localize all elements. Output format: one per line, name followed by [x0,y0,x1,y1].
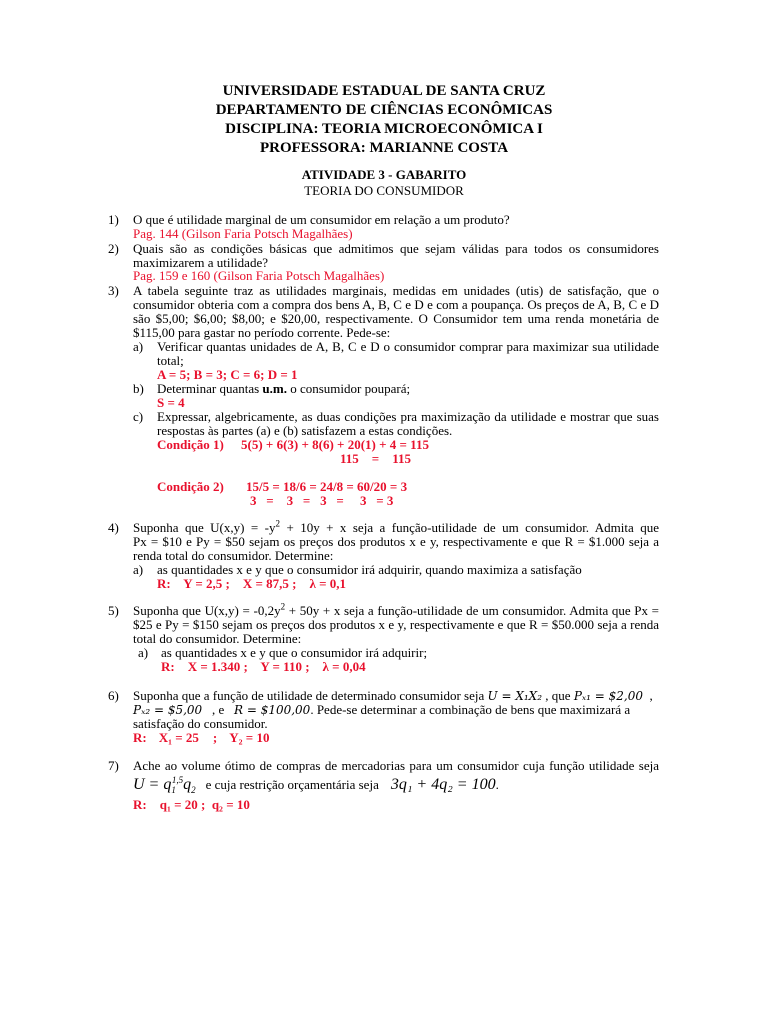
question-4a-label: a) [133,562,144,577]
question-3b-text: Determinar quantas u.m. o consumidor poupará; [157,381,411,396]
department-name: DEPARTAMENTO DE CIÊNCIAS ECONÔMICAS [215,102,553,118]
price-x1-equation: Pₓ₁ = $2,00 [573,689,643,703]
condition-2-equation: 15/5 = 18/6 = 24/8 = 60/20 = 3 [246,479,408,494]
question-5-line-1: Suponha que $U(x,y) = -0,2y^2 + 50y + x$ seja a função-utilidade de um consumidor. Admita que Px = [133,601,660,618]
question-6-answer: R: X₁ = 25 ; Y₂ = 10 [133,730,270,745]
activity-subtitle: TEORIA DO CONSUMIDOR [304,183,464,198]
question-3-line-1: A tabela seguinte traz as utilidades marginais, medidas em unidades (utis) de satisfação, que o [133,283,659,298]
condition-1-equation: 5(5) + 6(3) + 8(6) + 20(1) + 4 = 115 [241,437,429,452]
question-2-number: 2) [108,241,119,256]
budget-constraint-equation: 3q₁ + 4q₂ = 100 [390,776,496,793]
question-2-line-1: Quais são as condições básicas que admitimos que sejam válidas para todos os consumidores [133,241,659,256]
condition-2-result: 3 = 3 = 3 = 3 = 3 [250,493,394,508]
question-6-line-1: Suponha que a função de utilidade de determinado consumidor seja U = X₁X₂ , que Pₓ₁ = $2,00 , [133,688,653,703]
professor-name: PROFESSORA: MARIANNE COSTA [259,140,509,156]
question-4-number: 4) [108,520,119,535]
utility-function-equation: $U = q_1^{1,5}q_2$ [133,774,196,796]
course-name: DISCIPLINA: TEORIA MICROECONÔMICA I [225,121,543,137]
question-7-line-1: Ache ao volume ótimo de compras de mercadorias para um consumidor cuja função utilidade seja [133,758,659,773]
price-x2-equation: Pₓ₂ = $5,00 [133,703,203,717]
condition-2-label: Condição 2) [157,479,224,494]
question-5-line-3: total do consumidor. Determine: [133,631,302,646]
question-3a-line-2: total; [157,353,184,368]
activity-title: ATIVIDADE 3 - GABARITO [301,167,467,182]
question-6-line-2: Pₓ₂ = $5,00 , e R = $100,00. Pede-se determinar a combinação de bens que maximizará a [133,702,631,717]
question-3b-answer: S = 4 [157,395,185,410]
question-3c-line-1: Expressar, algebricamente, as duas condições pra maximização da utilidade e mostrar que suas [157,409,659,424]
question-3a-answer: A = 5; B = 3; C = 6; D = 1 [157,367,298,382]
question-3-line-2: consumidor obteria com a compra dos bens A, B, C e D e com a poupança. Os preços de A, B, C e D [133,297,659,312]
question-3a-line-1: Verificar quantas unidades de A, B, C e D o consumidor comprar para maximizar sua utilidade [157,339,659,354]
question-2-reference: Pag. 159 e 160 (Gilson Faria Potsch Magalhães) [133,268,385,283]
question-5-answer: R: X = 1.340 ; Y = 110 ; λ = 0,04 [161,659,366,674]
question-5a-text: as quantidades x e y que o consumidor irá adquirir; [161,645,428,660]
question-3c-label: c) [133,409,144,424]
question-4a-text: as quantidades x e y que o consumidor irá adquirir, quando maximiza a satisfação [157,562,582,577]
condition-1-result: 115 = 115 [340,451,411,466]
question-6-number: 6) [108,688,119,703]
question-3c-line-2: respostas às partes (a) e (b) satisfazem a estas condições. [157,423,453,438]
condition-1-label: Condição 1) [157,437,224,452]
question-4-line-3: renda total do consumidor. Determine: [133,548,334,563]
utility-equation: U = X₁X₂ [487,689,543,703]
question-3-line-4: $115,00 para gastar no período corrente. Pede-se: [133,325,391,340]
university-name: UNIVERSIDADE ESTADUAL DE SANTA CRUZ [222,83,546,99]
question-3b-label: b) [133,381,144,396]
question-1-text: O que é utilidade marginal de um consumidor em relação a um produto? [133,212,510,227]
question-4-line-2: Px = $10 e Py = $50 sejam os preços dos produtos x e y, respectivamente e que R = $1.000 seja a [133,534,659,549]
income-equation: R = $100,00 [233,703,311,717]
question-6-line-3: satisfação do consumidor. [133,716,268,731]
question-4-line-1: Suponha que $U(x,y) = -y^2 + 10y + x$ seja a função-utilidade de um consumidor. Admita que [133,518,659,535]
question-3-number: 3) [108,283,119,298]
question-3a-label: a) [133,339,144,354]
question-1-number: 1) [108,212,119,227]
question-2-line-2: maximizarem a utilidade? [133,255,268,270]
question-7-line-2: $U = q_1^{1,5}q_2$ e cuja restrição orçamentária seja 3q₁ + 4q₂ = 100. [133,774,499,796]
question-1-reference: Pag. 144 (Gilson Faria Potsch Magalhães) [133,226,353,241]
question-5-number: 5) [108,603,119,618]
question-5a-label: a) [138,645,149,660]
question-3-line-3: são $5,00; $6,00; $8,00; e $20,00, respectivamente. O Consumidor tem uma renda monetária de [133,311,659,326]
question-4-answer: R: Y = 2,5 ; X = 87,5 ; λ = 0,1 [157,576,347,591]
question-5-line-2: $25 e Py = $150 sejam os preços dos produtos x e y, respectivamente e que R = $50.000 seja a renda [133,617,659,632]
question-7-answer: R: q₁ = 20 ; q₂ = 10 [133,797,250,812]
question-7-number: 7) [108,758,119,773]
